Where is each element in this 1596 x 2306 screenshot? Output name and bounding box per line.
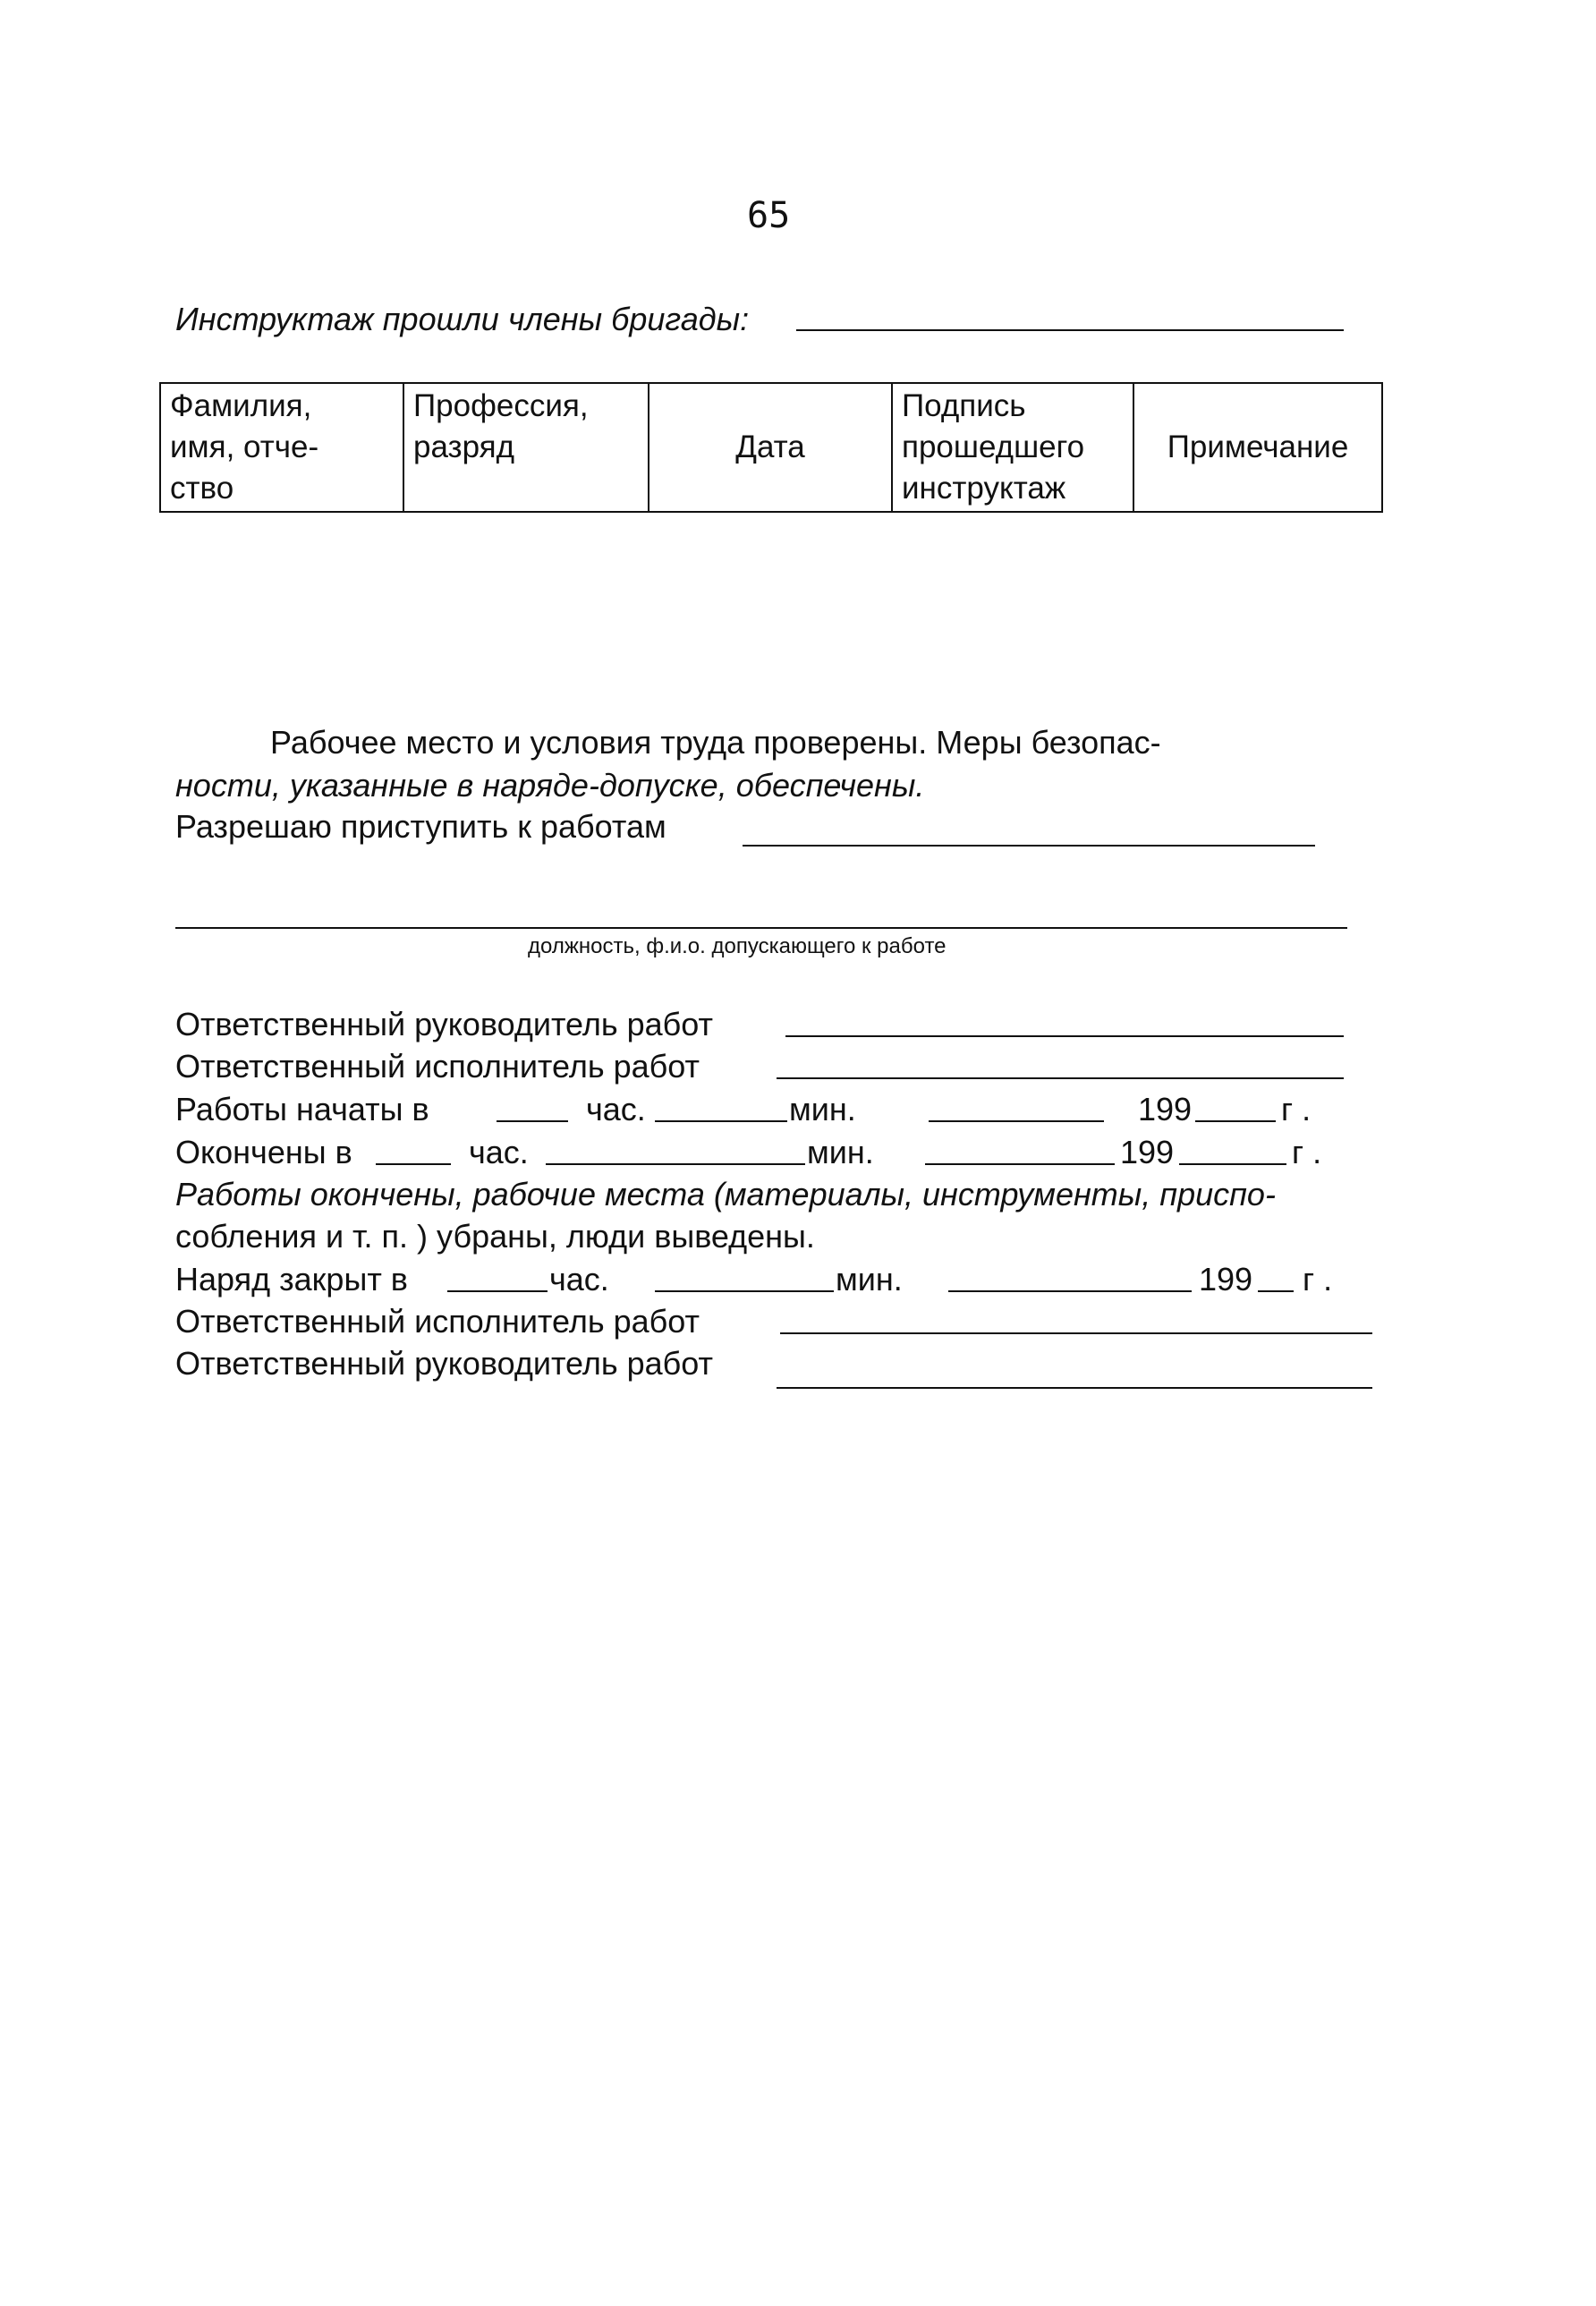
executor-line[interactable] — [777, 1077, 1344, 1079]
closed-min-label: мин. — [836, 1261, 903, 1298]
page-number: 65 — [747, 195, 791, 236]
finished-date-blank[interactable] — [925, 1163, 1115, 1165]
finished-hour-blank[interactable] — [376, 1163, 451, 1165]
finished-min-label: мин. — [807, 1134, 874, 1170]
permit-line-1: Рабочее место и условия труда проверены. Меры безопас- — [270, 724, 1161, 761]
started-year-blank[interactable] — [1195, 1120, 1276, 1122]
admitter-caption: должность, ф.и.о. допускающего к работе — [528, 934, 947, 958]
permit-line-2: ности, указанные в наряде-допуске, обеспечены. — [175, 767, 925, 804]
started-hour-label: час. — [586, 1091, 646, 1127]
finished-year: 199 — [1120, 1134, 1175, 1170]
table-header-row — [160, 383, 1382, 512]
finished-year-blank[interactable] — [1179, 1163, 1286, 1165]
manager-line[interactable] — [785, 1035, 1344, 1037]
header-note: Примечание — [1133, 383, 1382, 512]
started-date-blank[interactable] — [929, 1120, 1104, 1122]
executor-line-2[interactable] — [780, 1332, 1372, 1334]
header-signature: Подпись прошедшего инструктаж — [892, 383, 1133, 512]
cleanup-line-2: собления и т. п. ) убраны, люди выведены. — [175, 1218, 815, 1255]
briefing-line[interactable] — [796, 329, 1344, 331]
started-min-blank[interactable] — [655, 1120, 787, 1122]
closed-hour-blank[interactable] — [447, 1290, 548, 1292]
closed-g: г . — [1303, 1261, 1333, 1298]
started-year: 199 — [1138, 1091, 1193, 1127]
finished-label: Окончены в — [175, 1134, 352, 1170]
executor-label: Ответственный исполнитель работ — [175, 1048, 700, 1085]
closed-hour-label: час. — [549, 1261, 609, 1298]
closed-year: 199 — [1199, 1261, 1253, 1298]
closed-year-blank[interactable] — [1258, 1290, 1294, 1292]
finished-hour-label: час. — [469, 1134, 529, 1170]
closed-min-blank[interactable] — [655, 1290, 834, 1292]
allow-label: Разрешаю приступить к работам — [175, 808, 666, 845]
header-date: Дата — [649, 383, 892, 512]
briefing-label: Инструктаж прошли члены бригады: — [175, 301, 750, 337]
closed-label: Наряд закрыт в — [175, 1261, 408, 1298]
executor-label-2: Ответственный исполнитель работ — [175, 1303, 700, 1340]
brigade-table — [159, 382, 1383, 513]
manager-line-2[interactable] — [777, 1387, 1372, 1389]
finished-min-blank[interactable] — [546, 1163, 805, 1165]
allow-line[interactable] — [743, 845, 1315, 847]
finished-g: г . — [1292, 1134, 1322, 1170]
started-min-label: мин. — [789, 1091, 856, 1127]
manager-label-2: Ответственный руководитель работ — [175, 1345, 714, 1382]
started-label: Работы начаты в — [175, 1091, 429, 1127]
closed-date-blank[interactable] — [948, 1290, 1192, 1292]
started-g: г . — [1281, 1091, 1312, 1127]
cleanup-line-1: Работы окончены, рабочие места (материалы, инструменты, приспо- — [175, 1176, 1276, 1213]
header-profession: Профессия, разряд — [403, 383, 649, 512]
started-hour-blank[interactable] — [497, 1120, 568, 1122]
header-name: Фамилия, имя, отче- ство — [160, 383, 403, 512]
manager-label: Ответственный руководитель работ — [175, 1006, 714, 1042]
admitter-line[interactable] — [175, 927, 1347, 929]
